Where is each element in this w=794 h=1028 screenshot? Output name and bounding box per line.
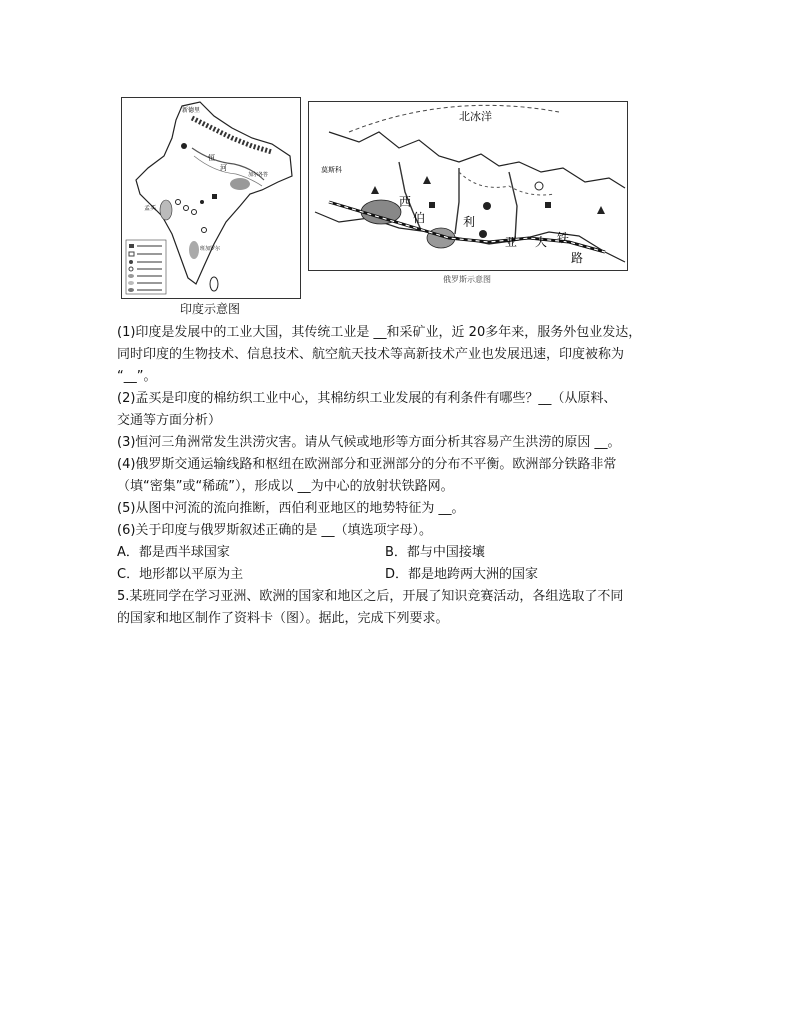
option-row bbox=[117, 542, 697, 564]
question-line: (3)恒河三角洲常发生洪涝灾害。请从气候或地形等方面分析其容易产生洪涝的原因 __。 bbox=[117, 435, 621, 450]
option-row bbox=[117, 564, 697, 586]
map-label: 班加罗尔 bbox=[200, 246, 221, 252]
question-line: (2)孟买是印度的棉纺织工业中心，其棉纺织工业发展的有利条件有哪些？__（从原料、 bbox=[117, 391, 617, 406]
map-label: 利 bbox=[463, 215, 476, 229]
map-label: 恒 bbox=[208, 154, 215, 162]
question-line: (4)俄罗斯交通运输线路和枢纽在欧洲部分和亚洲部分的分布不平衡。欧洲部分铁路非常 bbox=[117, 457, 617, 472]
russia-map-figure bbox=[308, 101, 628, 271]
option-a: A．都是西半球国家 bbox=[117, 545, 230, 560]
india-map-caption: 印度示意图 bbox=[179, 302, 240, 316]
question-line: (6)关于印度与俄罗斯叙述正确的是 __（填选项字母）。 bbox=[117, 523, 433, 538]
map-label: 河 bbox=[220, 164, 227, 172]
india-map-figure bbox=[121, 97, 301, 299]
map-label: 加尔各答 bbox=[248, 172, 269, 178]
map-label: 亚 bbox=[505, 235, 518, 249]
russia-map-image bbox=[309, 102, 627, 270]
map-label: 莫斯科 bbox=[321, 166, 342, 174]
map-label: 大 bbox=[535, 235, 548, 249]
map-label: 北冰洋 bbox=[459, 110, 492, 123]
question-line: “__”。 bbox=[117, 369, 157, 384]
russia-map-caption: 俄罗斯示意图 bbox=[443, 275, 491, 284]
question-5-line: 5.某班同学在学习亚洲、欧洲的国家和地区之后，开展了知识竞赛活动，各组选取了不同 bbox=[117, 589, 624, 604]
question-line: （填“密集”或“稀疏”），形成以 __为中心的放射状铁路网。 bbox=[117, 479, 454, 494]
india-map-image bbox=[122, 98, 300, 298]
question-line: (5)从图中河流的流向推断，西伯利亚地区的地势特征为 __。 bbox=[117, 501, 465, 516]
map-label: 铁 bbox=[557, 231, 570, 245]
option-c: C．地形都以平原为主 bbox=[117, 567, 244, 582]
question-5-line: 的国家和地区制作了资料卡（图）。据此，完成下列要求。 bbox=[117, 611, 449, 626]
question-line: (1)印度是发展中的工业大国，其传统工业是 __和采矿业，近 20多年来，服务外包业发达， bbox=[117, 325, 642, 340]
question-text-block bbox=[117, 322, 697, 630]
map-label: 西 bbox=[399, 195, 412, 209]
map-label: 伯 bbox=[413, 211, 426, 225]
option-d: D．都是地跨两大洲的国家 bbox=[385, 567, 539, 582]
map-label: 孟买 bbox=[144, 205, 157, 212]
map-label: 新德里 bbox=[182, 107, 201, 114]
question-line: 交通等方面分析） bbox=[117, 413, 222, 428]
map-label: 路 bbox=[571, 251, 584, 265]
option-b: B．都与中国接壤 bbox=[385, 545, 485, 560]
question-line: 同时印度的生物技术、信息技术、航空航天技术等高新技术产业也发展迅速，印度被称为 bbox=[117, 347, 625, 362]
